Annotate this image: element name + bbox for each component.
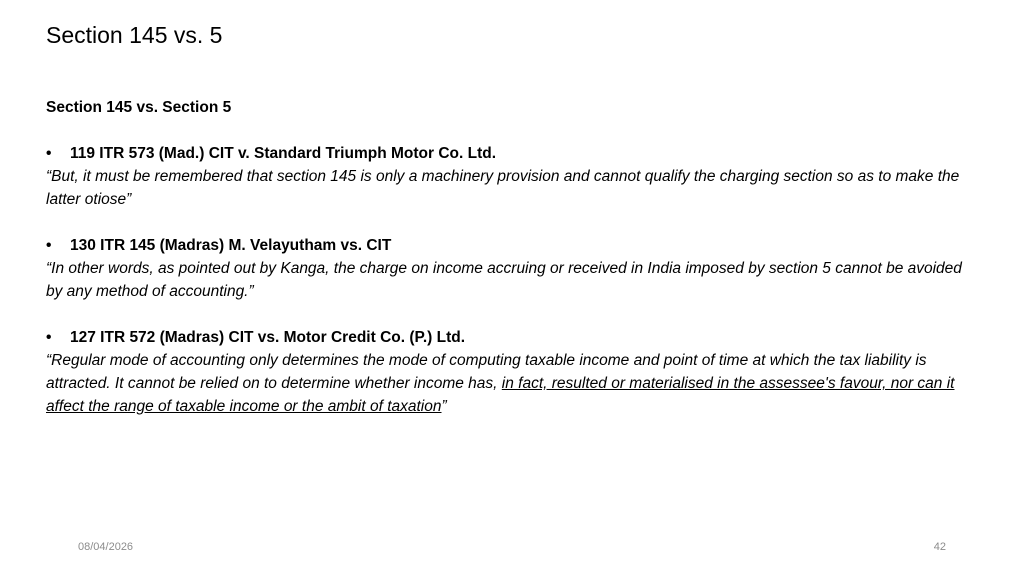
bullet-icon: • xyxy=(46,237,52,254)
case-quote xyxy=(46,257,971,303)
quote-text: “But, it must be remembered that section 145 is only a machinery provision and cannot qualify the charging section so as to make the latter otiose” xyxy=(46,168,960,208)
citation-text: 130 ITR 145 (Madras) M. Velayutham vs. CIT xyxy=(70,237,392,254)
citation-text: 127 ITR 572 (Madras) CIT vs. Motor Credit Co. (P.) Ltd. xyxy=(70,329,466,346)
quote-underlined-text: in fact, resulted or materialised in the assessee's favour, nor can it affect the range of taxable income or the ambit of taxation xyxy=(46,375,955,415)
bullet-icon: • xyxy=(46,329,52,346)
case-entry-1 xyxy=(46,142,971,211)
footer-date: 08/04/2026 xyxy=(78,541,134,553)
case-citation xyxy=(46,234,971,257)
quote-end: ” xyxy=(441,398,447,415)
spacer xyxy=(46,303,971,326)
case-entry-2 xyxy=(46,234,971,303)
case-entry-3 xyxy=(46,326,971,418)
citation-text: 119 ITR 573 (Mad.) CIT v. Standard Triumph Motor Co. Ltd. xyxy=(70,145,497,162)
footer-page-number: 42 xyxy=(933,541,946,553)
case-citation xyxy=(46,326,971,349)
bullet-icon: • xyxy=(46,145,52,162)
case-citation xyxy=(46,142,971,165)
quote-text: “In other words, as pointed out by Kanga, the charge on income accruing or received in India imposed by section 5 cannot be avoided by any method of accounting.” xyxy=(46,260,962,300)
slide-subtitle: Section 145 vs. Section 5 xyxy=(46,99,232,116)
slide-body xyxy=(46,96,971,418)
quote-text: “Regular mode of accounting only determines the mode of computing taxable income and point of time at which the tax liability is attracted. It cannot be relied on to determine whether income has, xyxy=(46,352,927,392)
case-quote xyxy=(46,349,971,418)
spacer xyxy=(46,211,971,234)
spacer xyxy=(46,119,971,142)
slide-title: Section 145 vs. 5 xyxy=(46,22,223,48)
case-quote xyxy=(46,165,971,211)
